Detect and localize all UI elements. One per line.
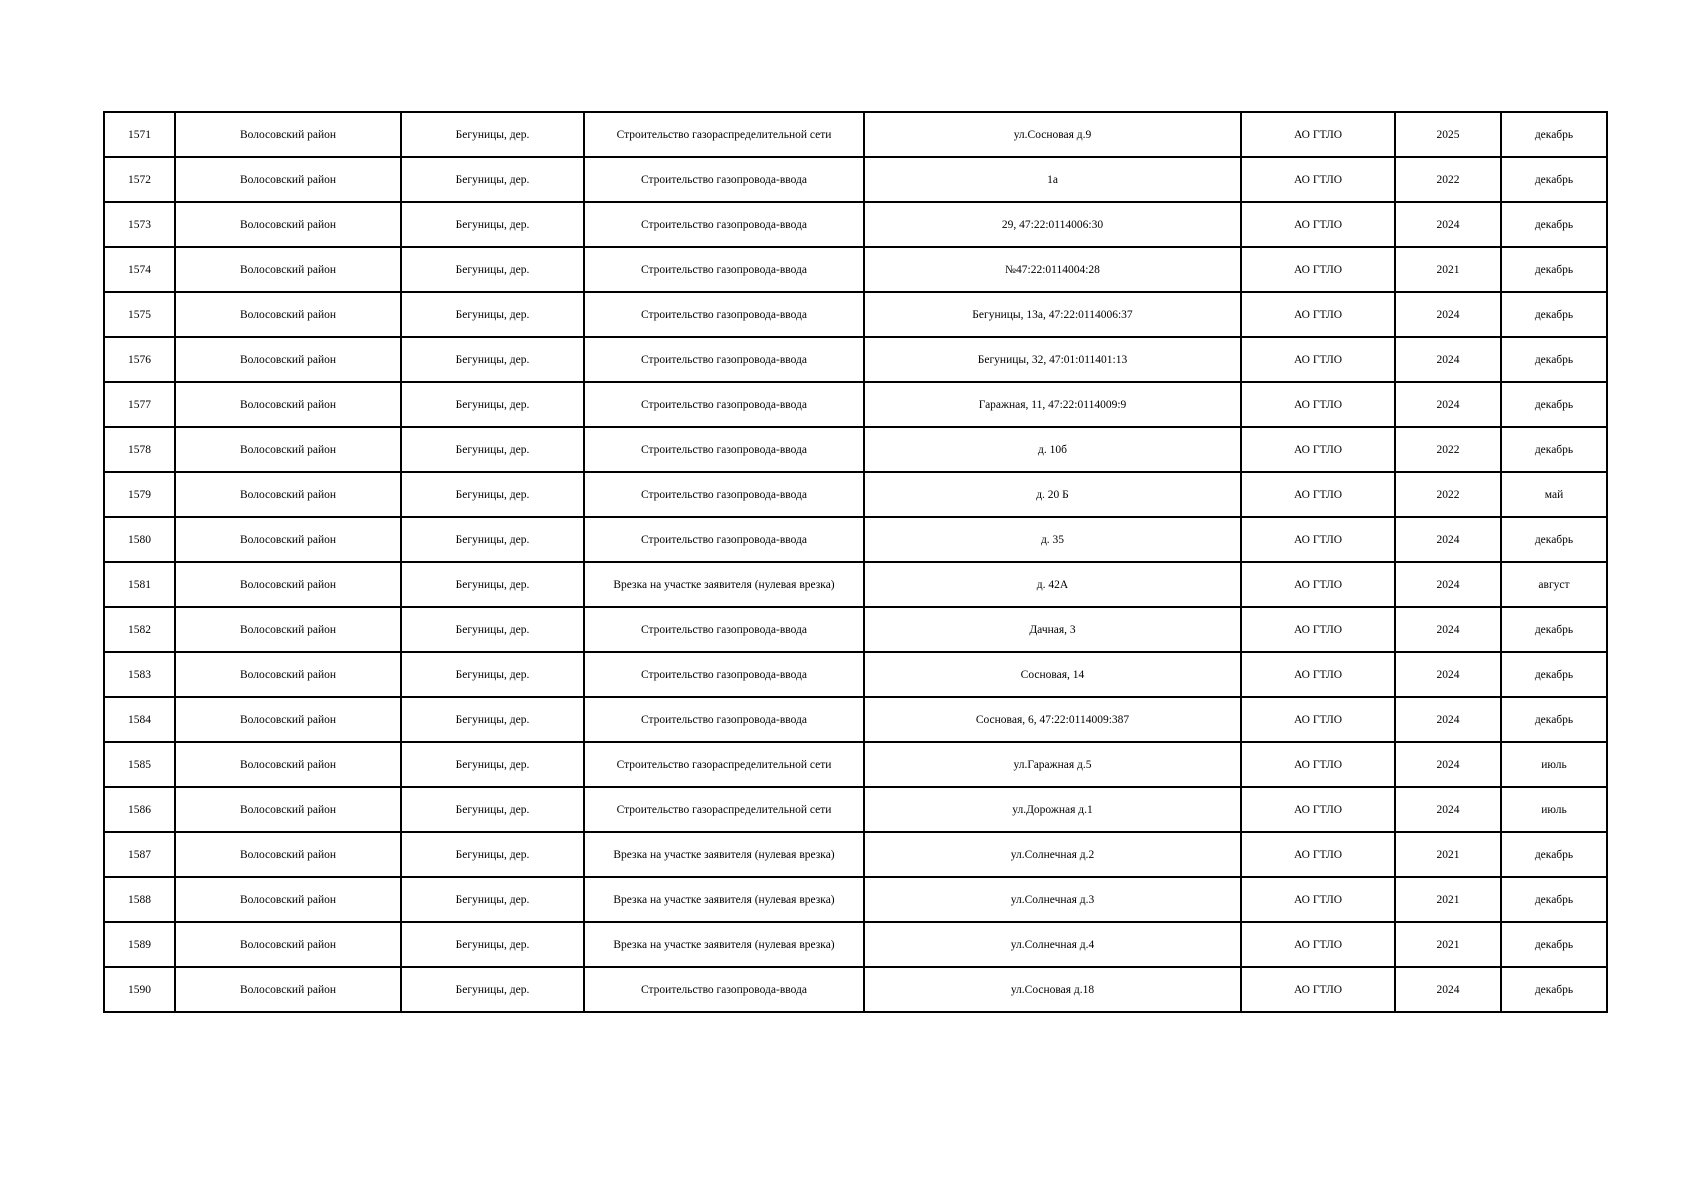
work-type-cell: Строительство газораспределительной сети (584, 787, 864, 832)
row-number-cell: 1583 (104, 652, 175, 697)
table-row (104, 157, 1607, 202)
district-cell: Волосовский район (175, 967, 401, 1012)
address-cell: д. 35 (864, 517, 1241, 562)
district-cell: Волосовский район (175, 112, 401, 157)
month-cell: август (1501, 562, 1607, 607)
row-number-cell: 1578 (104, 427, 175, 472)
month-cell: декабрь (1501, 157, 1607, 202)
address-cell: Дачная, 3 (864, 607, 1241, 652)
work-type-cell: Строительство газопровода-ввода (584, 472, 864, 517)
organization-cell: АО ГТЛО (1241, 337, 1395, 382)
district-cell: Волосовский район (175, 292, 401, 337)
year-cell: 2024 (1395, 787, 1501, 832)
year-cell: 2024 (1395, 517, 1501, 562)
row-number-cell: 1588 (104, 877, 175, 922)
organization-cell: АО ГТЛО (1241, 607, 1395, 652)
organization-cell: АО ГТЛО (1241, 832, 1395, 877)
month-cell: июль (1501, 742, 1607, 787)
district-cell: Волосовский район (175, 472, 401, 517)
table-row (104, 562, 1607, 607)
work-type-cell: Строительство газопровода-ввода (584, 292, 864, 337)
row-number-cell: 1574 (104, 247, 175, 292)
address-cell: ул.Солнечная д.4 (864, 922, 1241, 967)
row-number-cell: 1590 (104, 967, 175, 1012)
address-cell: д. 20 Б (864, 472, 1241, 517)
address-cell: Бегуницы, 13а, 47:22:0114006:37 (864, 292, 1241, 337)
year-cell: 2024 (1395, 382, 1501, 427)
locality-cell: Бегуницы, дер. (401, 607, 584, 652)
locality-cell: Бегуницы, дер. (401, 562, 584, 607)
organization-cell: АО ГТЛО (1241, 202, 1395, 247)
table-row (104, 382, 1607, 427)
organization-cell: АО ГТЛО (1241, 472, 1395, 517)
row-number-cell: 1572 (104, 157, 175, 202)
table-row (104, 202, 1607, 247)
locality-cell: Бегуницы, дер. (401, 832, 584, 877)
table-row (104, 337, 1607, 382)
district-cell: Волосовский район (175, 697, 401, 742)
district-cell: Волосовский район (175, 427, 401, 472)
row-number-cell: 1587 (104, 832, 175, 877)
year-cell: 2024 (1395, 292, 1501, 337)
organization-cell: АО ГТЛО (1241, 382, 1395, 427)
month-cell: декабрь (1501, 112, 1607, 157)
year-cell: 2024 (1395, 967, 1501, 1012)
address-cell: ул.Сосновая д.18 (864, 967, 1241, 1012)
address-cell: ул.Солнечная д.2 (864, 832, 1241, 877)
row-number-cell: 1577 (104, 382, 175, 427)
row-number-cell: 1573 (104, 202, 175, 247)
locality-cell: Бегуницы, дер. (401, 337, 584, 382)
organization-cell: АО ГТЛО (1241, 112, 1395, 157)
work-type-cell: Врезка на участке заявителя (нулевая врезка) (584, 562, 864, 607)
year-cell: 2024 (1395, 337, 1501, 382)
work-type-cell: Строительство газопровода-ввода (584, 382, 864, 427)
organization-cell: АО ГТЛО (1241, 742, 1395, 787)
table-body (104, 112, 1607, 1012)
locality-cell: Бегуницы, дер. (401, 517, 584, 562)
locality-cell: Бегуницы, дер. (401, 652, 584, 697)
table-row (104, 292, 1607, 337)
organization-cell: АО ГТЛО (1241, 967, 1395, 1012)
organization-cell: АО ГТЛО (1241, 787, 1395, 832)
locality-cell: Бегуницы, дер. (401, 157, 584, 202)
address-cell: №47:22:0114004:28 (864, 247, 1241, 292)
district-cell: Волосовский район (175, 247, 401, 292)
work-type-cell: Врезка на участке заявителя (нулевая врезка) (584, 877, 864, 922)
year-cell: 2021 (1395, 832, 1501, 877)
address-cell: Бегуницы, 32, 47:01:011401:13 (864, 337, 1241, 382)
table-row (104, 607, 1607, 652)
address-cell: 1а (864, 157, 1241, 202)
locality-cell: Бегуницы, дер. (401, 742, 584, 787)
district-cell: Волосовский район (175, 922, 401, 967)
organization-cell: АО ГТЛО (1241, 652, 1395, 697)
table-row (104, 247, 1607, 292)
table-row (104, 787, 1607, 832)
address-cell: ул.Гаражная д.5 (864, 742, 1241, 787)
locality-cell: Бегуницы, дер. (401, 877, 584, 922)
table-row (104, 742, 1607, 787)
address-cell: Гаражная, 11, 47:22:0114009:9 (864, 382, 1241, 427)
work-type-cell: Врезка на участке заявителя (нулевая врезка) (584, 922, 864, 967)
month-cell: декабрь (1501, 427, 1607, 472)
table-row (104, 112, 1607, 157)
month-cell: декабрь (1501, 517, 1607, 562)
year-cell: 2025 (1395, 112, 1501, 157)
row-number-cell: 1576 (104, 337, 175, 382)
district-cell: Волосовский район (175, 157, 401, 202)
address-cell: ул.Сосновая д.9 (864, 112, 1241, 157)
table-row (104, 427, 1607, 472)
locality-cell: Бегуницы, дер. (401, 112, 584, 157)
work-type-cell: Строительство газораспределительной сети (584, 742, 864, 787)
row-number-cell: 1584 (104, 697, 175, 742)
row-number-cell: 1585 (104, 742, 175, 787)
month-cell: декабрь (1501, 967, 1607, 1012)
row-number-cell: 1589 (104, 922, 175, 967)
district-cell: Волосовский район (175, 337, 401, 382)
year-cell: 2022 (1395, 472, 1501, 517)
table-row (104, 967, 1607, 1012)
row-number-cell: 1575 (104, 292, 175, 337)
month-cell: декабрь (1501, 247, 1607, 292)
year-cell: 2024 (1395, 697, 1501, 742)
table-row (104, 922, 1607, 967)
work-type-cell: Строительство газопровода-ввода (584, 652, 864, 697)
address-cell: Сосновая, 6, 47:22:0114009:387 (864, 697, 1241, 742)
year-cell: 2024 (1395, 562, 1501, 607)
locality-cell: Бегуницы, дер. (401, 382, 584, 427)
row-number-cell: 1579 (104, 472, 175, 517)
year-cell: 2022 (1395, 157, 1501, 202)
locality-cell: Бегуницы, дер. (401, 922, 584, 967)
month-cell: декабрь (1501, 607, 1607, 652)
district-cell: Волосовский район (175, 202, 401, 247)
row-number-cell: 1582 (104, 607, 175, 652)
locality-cell: Бегуницы, дер. (401, 202, 584, 247)
locality-cell: Бегуницы, дер. (401, 787, 584, 832)
organization-cell: АО ГТЛО (1241, 517, 1395, 562)
district-cell: Волосовский район (175, 832, 401, 877)
organization-cell: АО ГТЛО (1241, 247, 1395, 292)
row-number-cell: 1571 (104, 112, 175, 157)
table-row (104, 652, 1607, 697)
work-type-cell: Строительство газопровода-ввода (584, 202, 864, 247)
year-cell: 2021 (1395, 877, 1501, 922)
work-type-cell: Строительство газораспределительной сети (584, 112, 864, 157)
organization-cell: АО ГТЛО (1241, 697, 1395, 742)
month-cell: декабрь (1501, 382, 1607, 427)
row-number-cell: 1586 (104, 787, 175, 832)
month-cell: май (1501, 472, 1607, 517)
year-cell: 2021 (1395, 922, 1501, 967)
year-cell: 2024 (1395, 607, 1501, 652)
month-cell: декабрь (1501, 832, 1607, 877)
row-number-cell: 1581 (104, 562, 175, 607)
work-type-cell: Врезка на участке заявителя (нулевая врезка) (584, 832, 864, 877)
month-cell: июль (1501, 787, 1607, 832)
district-cell: Волосовский район (175, 517, 401, 562)
table-row (104, 832, 1607, 877)
gasification-table (103, 111, 1608, 1013)
month-cell: декабрь (1501, 337, 1607, 382)
organization-cell: АО ГТЛО (1241, 427, 1395, 472)
district-cell: Волосовский район (175, 877, 401, 922)
table-row (104, 877, 1607, 922)
district-cell: Волосовский район (175, 742, 401, 787)
organization-cell: АО ГТЛО (1241, 562, 1395, 607)
work-type-cell: Строительство газопровода-ввода (584, 157, 864, 202)
locality-cell: Бегуницы, дер. (401, 967, 584, 1012)
year-cell: 2022 (1395, 427, 1501, 472)
address-cell: ул.Дорожная д.1 (864, 787, 1241, 832)
work-type-cell: Строительство газопровода-ввода (584, 967, 864, 1012)
year-cell: 2024 (1395, 652, 1501, 697)
organization-cell: АО ГТЛО (1241, 157, 1395, 202)
table-row (104, 517, 1607, 562)
address-cell: Сосновая, 14 (864, 652, 1241, 697)
month-cell: декабрь (1501, 652, 1607, 697)
year-cell: 2021 (1395, 247, 1501, 292)
locality-cell: Бегуницы, дер. (401, 247, 584, 292)
month-cell: декабрь (1501, 877, 1607, 922)
district-cell: Волосовский район (175, 562, 401, 607)
month-cell: декабрь (1501, 697, 1607, 742)
month-cell: декабрь (1501, 292, 1607, 337)
address-cell: д. 10б (864, 427, 1241, 472)
address-cell: 29, 47:22:0114006:30 (864, 202, 1241, 247)
work-type-cell: Строительство газопровода-ввода (584, 337, 864, 382)
work-type-cell: Строительство газопровода-ввода (584, 427, 864, 472)
month-cell: декабрь (1501, 922, 1607, 967)
row-number-cell: 1580 (104, 517, 175, 562)
address-cell: ул.Солнечная д.3 (864, 877, 1241, 922)
district-cell: Волосовский район (175, 652, 401, 697)
organization-cell: АО ГТЛО (1241, 877, 1395, 922)
work-type-cell: Строительство газопровода-ввода (584, 607, 864, 652)
work-type-cell: Строительство газопровода-ввода (584, 697, 864, 742)
locality-cell: Бегуницы, дер. (401, 427, 584, 472)
organization-cell: АО ГТЛО (1241, 922, 1395, 967)
address-cell: д. 42А (864, 562, 1241, 607)
organization-cell: АО ГТЛО (1241, 292, 1395, 337)
year-cell: 2024 (1395, 202, 1501, 247)
locality-cell: Бегуницы, дер. (401, 292, 584, 337)
work-type-cell: Строительство газопровода-ввода (584, 247, 864, 292)
work-type-cell: Строительство газопровода-ввода (584, 517, 864, 562)
district-cell: Волосовский район (175, 607, 401, 652)
year-cell: 2024 (1395, 742, 1501, 787)
district-cell: Волосовский район (175, 382, 401, 427)
district-cell: Волосовский район (175, 787, 401, 832)
month-cell: декабрь (1501, 202, 1607, 247)
table-row (104, 697, 1607, 742)
table-row (104, 472, 1607, 517)
locality-cell: Бегуницы, дер. (401, 472, 584, 517)
locality-cell: Бегуницы, дер. (401, 697, 584, 742)
